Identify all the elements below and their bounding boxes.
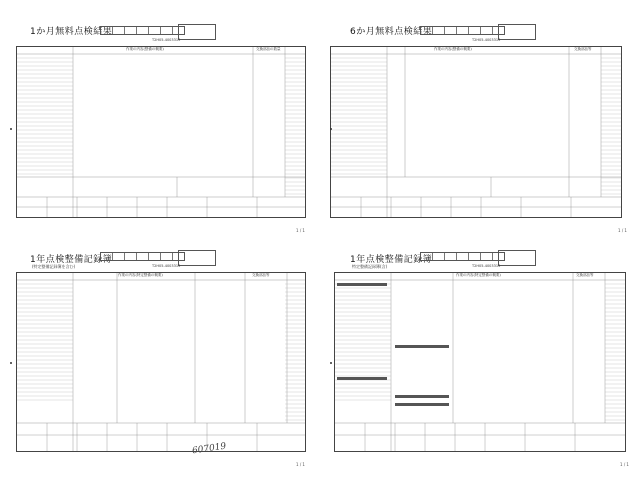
inspection-form [330, 46, 622, 218]
inspection-form [16, 46, 306, 218]
page-number: 1 / 1 [296, 462, 305, 467]
header-cells [420, 252, 505, 261]
header-cell [101, 253, 113, 260]
header-cell [137, 27, 149, 34]
sheet-subtitle: 特定整備記録簿(含) [352, 264, 388, 269]
header-cell [469, 253, 481, 260]
sheet-1year-a [6, 248, 308, 474]
header-cell [161, 253, 173, 260]
company-box [498, 250, 536, 266]
column-parts: 交換部品等 [574, 47, 592, 51]
header-cell [481, 27, 493, 34]
company-box [178, 24, 216, 40]
page-number: 1 / 1 [296, 228, 305, 233]
punch-hole [330, 362, 332, 364]
header-cell [149, 253, 161, 260]
sheet-title: 1か月無料点検結果 [30, 27, 113, 37]
sheet-title: 6か月無料点検結果 [350, 27, 433, 37]
header-cell [457, 253, 469, 260]
sheet-1year-b [326, 248, 636, 474]
sheet-6month [326, 10, 636, 242]
header-cell [469, 27, 481, 34]
header-cell [445, 253, 457, 260]
header-cell [161, 27, 173, 34]
header-cell [113, 27, 125, 34]
punch-hole [10, 362, 12, 364]
header-cell [101, 27, 113, 34]
header-cell [421, 253, 433, 260]
header-cell [445, 27, 457, 34]
page-number: 1 / 1 [618, 228, 627, 233]
column-work: 作業の内容(特定整備の概要) [118, 273, 163, 277]
sheet-title: 1年点検整備記録簿 [350, 255, 433, 265]
vehicle-code: T2H05-4003313 [472, 38, 501, 42]
header-cell [125, 253, 137, 260]
column-work: 作業の内容(整備の概要) [434, 47, 472, 51]
page-number: 1 / 1 [620, 462, 629, 467]
vehicle-code: T2H05-4003313 [152, 38, 181, 42]
company-box [178, 250, 216, 266]
header-cell [433, 27, 445, 34]
sheet-title: 1年点検整備記録簿 [30, 255, 113, 265]
punch-hole [330, 128, 332, 130]
header-cell [421, 27, 433, 34]
vehicle-code: T2H05-4003313 [472, 264, 501, 268]
handwritten-note: 607019 [191, 441, 227, 457]
vehicle-code: T2H05-4003313 [152, 264, 181, 268]
column-work: 作業の内容(整備の概要) [126, 47, 164, 51]
column-parts: 交換部品の数量 [256, 47, 281, 51]
header-cell [481, 253, 493, 260]
header-cells [100, 26, 185, 35]
header-cell [125, 27, 137, 34]
header-cell [113, 253, 125, 260]
header-cells [420, 26, 505, 35]
sheet-1month [6, 10, 308, 242]
company-box [498, 24, 536, 40]
inspection-form [334, 272, 626, 452]
header-cell [457, 27, 469, 34]
inspection-form [16, 272, 306, 452]
column-parts: 交換部品等 [252, 273, 270, 277]
sheet-subtitle: (特定整備記録簿を含む) [32, 264, 76, 269]
header-cell [137, 253, 149, 260]
header-cell [149, 27, 161, 34]
punch-hole [10, 128, 12, 130]
header-cells [100, 252, 185, 261]
column-work: 作業の内容(特定整備の概要) [456, 273, 501, 277]
header-cell [433, 253, 445, 260]
column-parts: 交換部品等 [576, 273, 594, 277]
